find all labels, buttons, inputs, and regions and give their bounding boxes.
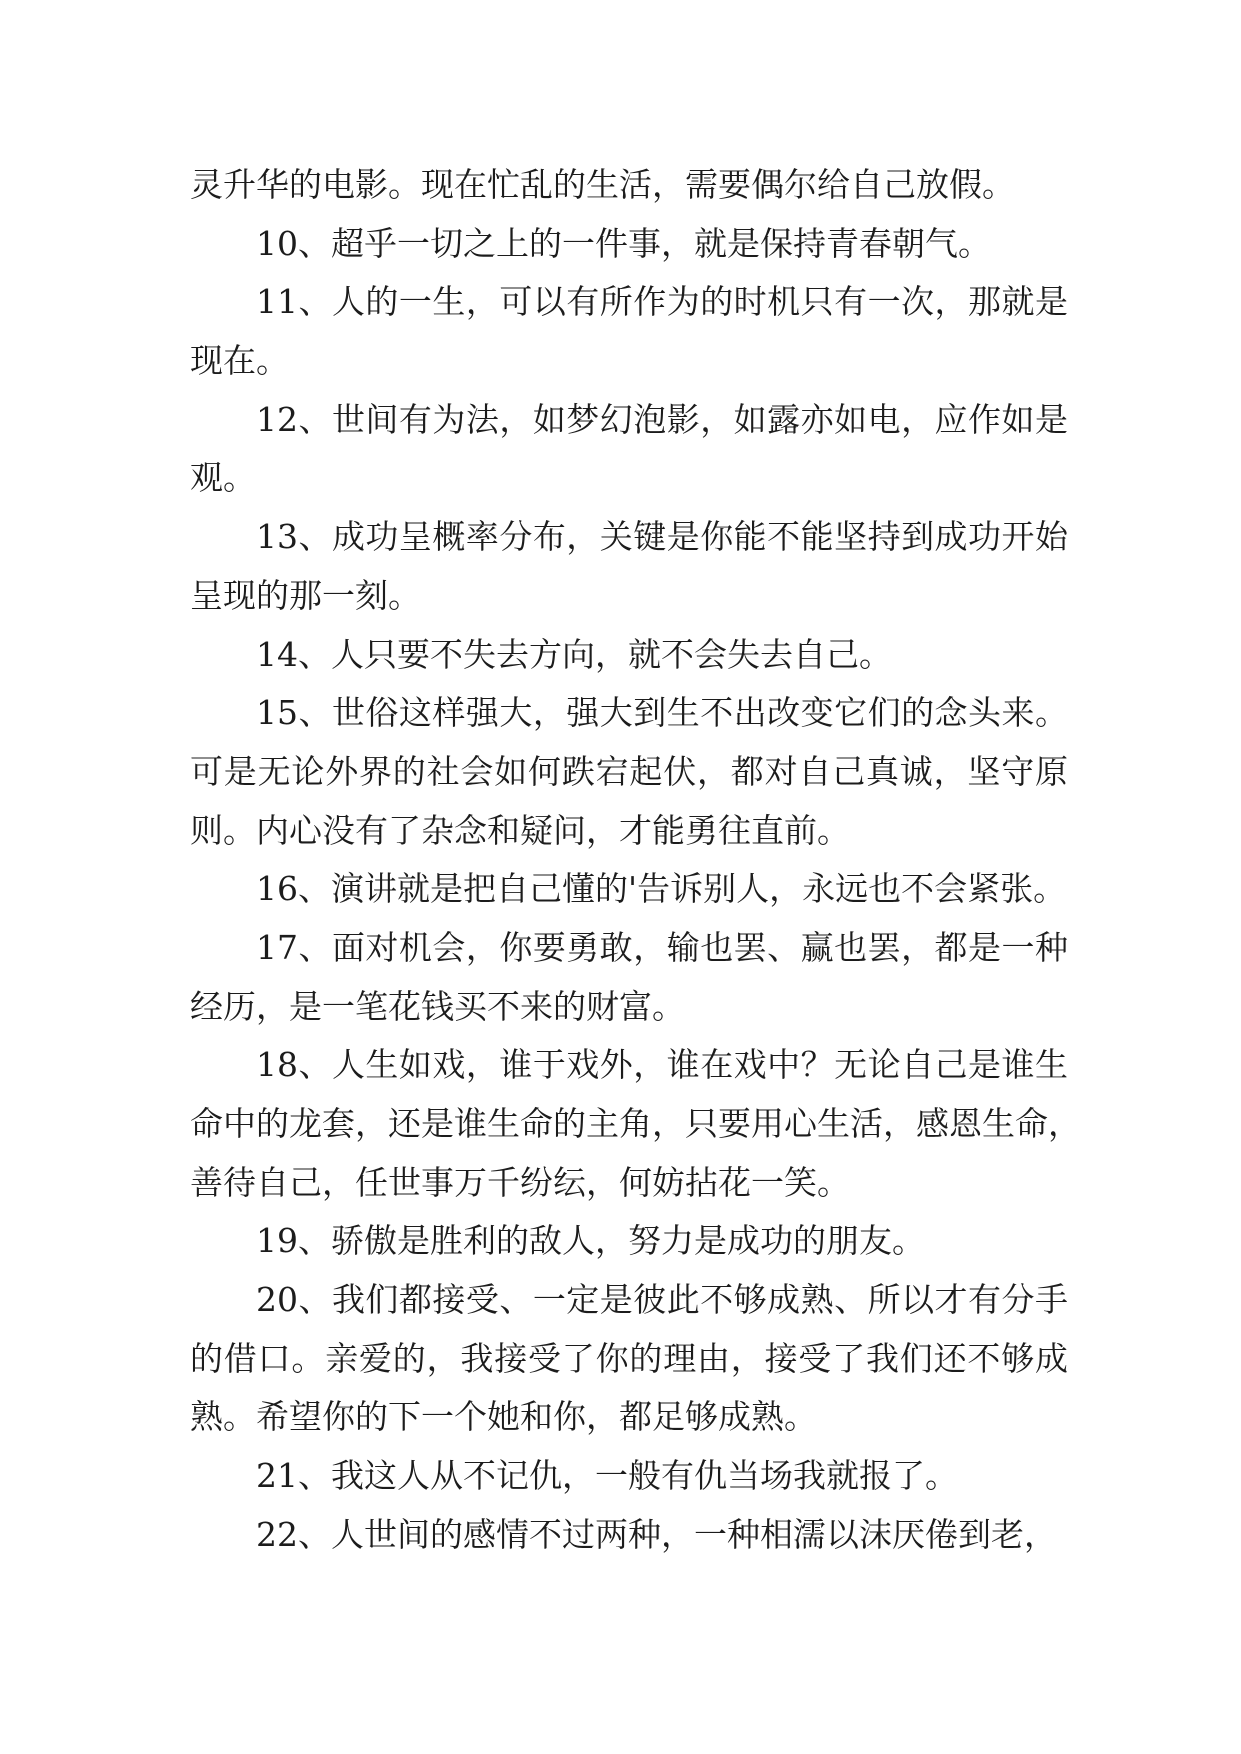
text-line: 10、超乎一切之上的一件事，就是保持青春朝气。 <box>256 223 991 263</box>
text-line: 14、人只要不失去方向，就不会失去自己。 <box>256 634 892 674</box>
paragraph <box>190 1271 1068 1447</box>
text-line: 命中的龙套，还是谁生命的主角，只要用心生活，感恩生命， <box>190 1104 1081 1143</box>
text-line: 则。内心没有了杂念和疑问，才能勇往直前。 <box>190 810 850 850</box>
text-line: 经历，是一笔花钱买不来的财富。 <box>190 986 685 1026</box>
paragraph <box>190 1036 1081 1212</box>
paragraph <box>190 1447 1068 1506</box>
text-line: 11、人的一生，可以有所作为的时机只有一次，那就是 <box>256 282 1068 322</box>
text-line: 善待自己，任世事万千纷纭，何妨拈花一笑。 <box>190 1162 850 1202</box>
paragraph <box>190 508 1068 625</box>
text-line: 熟。希望你的下一个她和你，都足够成熟。 <box>190 1397 817 1437</box>
paragraph <box>190 1506 1068 1565</box>
text-line: 呈现的那一刻。 <box>190 575 421 615</box>
paragraph <box>190 1212 1068 1271</box>
document-body <box>190 156 1081 1565</box>
text-line: 19、骄傲是胜利的敌人，努力是成功的朋友。 <box>256 1221 925 1261</box>
text-line: 16、演讲就是把自己懂的'告诉别人，永远也不会紧张。 <box>256 869 1067 909</box>
text-line: 13、成功呈概率分布，关键是你能不能坚持到成功开始 <box>256 517 1068 557</box>
text-line: 17、面对机会，你要勇敢，输也罢、赢也罢，都是一种 <box>256 927 1068 967</box>
text-line: 现在。 <box>190 341 289 381</box>
text-line: 18、人生如戏，谁于戏外，谁在戏中？无论自己是谁生 <box>256 1045 1068 1085</box>
text-line: 可是无论外界的社会如何跌宕起伏，都对自己真诚，坚守原 <box>190 751 1068 791</box>
paragraph <box>190 919 1068 1036</box>
paragraph <box>190 860 1068 919</box>
text-line: 15、世俗这样强大，强大到生不出改变它们的念头来。 <box>256 693 1068 733</box>
continued-text-line: 灵升华的电影。现在忙乱的生活，需要偶尔给自己放假。 <box>190 165 1015 204</box>
text-line: 12、世间有为法，如梦幻泡影，如露亦如电，应作如是 <box>256 399 1068 439</box>
paragraph <box>190 684 1068 860</box>
text-line: 20、我们都接受、一定是彼此不够成熟、所以才有分手 <box>256 1280 1068 1320</box>
text-line: 22、人世间的感情不过两种，一种相濡以沫厌倦到老， <box>256 1514 1057 1554</box>
paragraph <box>190 273 1068 390</box>
text-line: 的借口。亲爱的，我接受了你的理由，接受了我们还不够成 <box>190 1338 1068 1378</box>
text-line: 21、我这人从不记仇，一般有仇当场我就报了。 <box>256 1456 958 1496</box>
paragraph <box>190 391 1068 508</box>
text-line: 观。 <box>190 458 256 498</box>
paragraph <box>190 626 1068 685</box>
paragraph <box>190 215 1068 274</box>
